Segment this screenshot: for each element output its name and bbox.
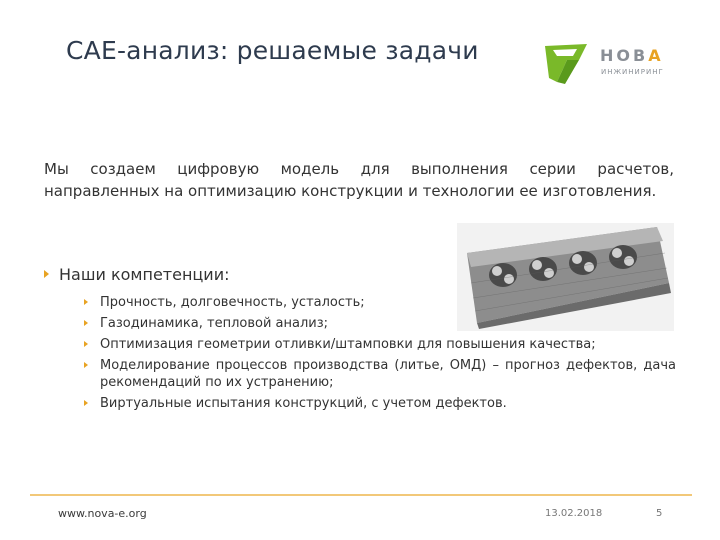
list-item-text: Моделирование процессов производства (литье, ОМД) – прогноз дефектов, дача рекомендаций по их устранению; — [100, 358, 676, 390]
competencies-list — [84, 294, 676, 416]
footer-divider — [30, 494, 692, 496]
bullet-arrow-icon — [44, 270, 49, 278]
list-item — [84, 294, 676, 311]
bullet-arrow-icon — [84, 299, 88, 305]
page-number: 5 — [656, 508, 663, 519]
competencies-heading-text: Наши компетенции: — [59, 265, 230, 284]
bullet-arrow-icon — [84, 400, 88, 406]
footer-website-link[interactable]: www.nova-e.org — [58, 507, 147, 520]
logo-subtitle: ИНЖИНИРИНГ — [601, 68, 664, 76]
list-item-text: Прочность, долговечность, усталость; — [100, 295, 365, 310]
competencies-heading — [44, 265, 230, 284]
list-item — [84, 315, 676, 332]
logo-name-accent: А — [648, 46, 664, 65]
logo-name-main: НОВ — [600, 46, 649, 65]
list-item — [84, 336, 676, 353]
list-item-text: Виртуальные испытания конструкций, с учетом дефектов. — [100, 396, 507, 411]
bullet-arrow-icon — [84, 341, 88, 347]
list-item-text: Оптимизация геометрии отливки/штамповки для повышения качества; — [100, 337, 596, 352]
intro-paragraph: Мы создаем цифровую модель для выполнения серии расчетов, направленных на оптимизацию конструкции и технологии ее изготовления. — [44, 160, 674, 200]
list-item — [84, 395, 676, 412]
logo-name — [600, 46, 664, 65]
bullet-arrow-icon — [84, 362, 88, 368]
slide-title: САЕ-анализ: решаемые задачи — [66, 36, 479, 65]
footer-date: 13.02.2018 — [545, 508, 603, 519]
list-item-text: Газодинамика, тепловой анализ; — [100, 316, 329, 331]
bullet-arrow-icon — [84, 320, 88, 326]
list-item — [84, 357, 676, 391]
